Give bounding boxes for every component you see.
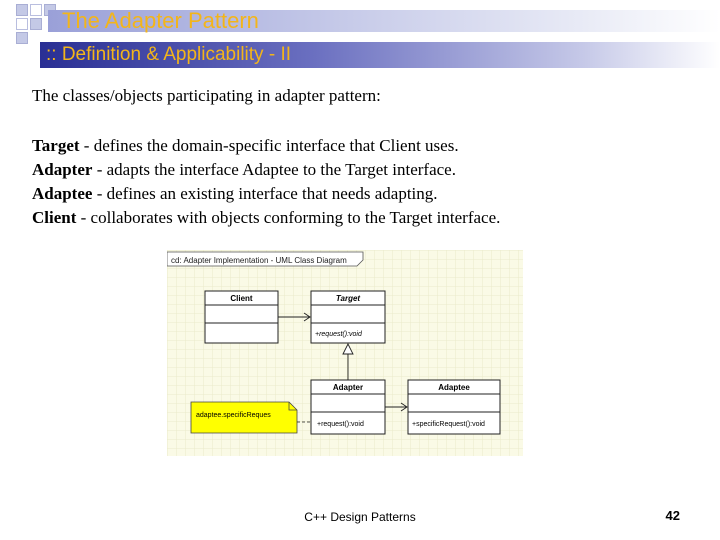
client-class xyxy=(205,291,278,343)
definition-term: Adaptee xyxy=(32,184,93,203)
definition-term: Target xyxy=(32,136,80,155)
page-number: 42 xyxy=(665,508,680,523)
slide-subtitle: :: Definition & Applicability - II xyxy=(46,44,291,65)
frame-label: cd: Adapter Implementation - UML Class Diagram xyxy=(171,256,347,265)
adaptee-operation: +specificRequest():void xyxy=(412,421,485,428)
definition-list xyxy=(32,134,500,230)
uml-class-diagram xyxy=(167,250,523,456)
definition-text: - collaborates with objects conforming to the Target interface. xyxy=(76,208,501,227)
definition-term: Client xyxy=(32,208,77,227)
definition-item xyxy=(32,182,500,206)
definition-item xyxy=(32,206,500,230)
adapter-operation: +request():void xyxy=(317,421,364,428)
definition-term: Adapter xyxy=(32,160,93,179)
implementation-note xyxy=(191,402,297,433)
adaptee-class xyxy=(408,380,500,434)
definition-text: - adapts the interface Adaptee to the Target interface. xyxy=(92,160,456,179)
target-class xyxy=(311,291,385,343)
definition-item xyxy=(32,134,500,158)
client-class-name: Client xyxy=(230,294,253,303)
adapter-class-name: Adapter xyxy=(332,383,364,392)
slide-title: The Adapter Pattern xyxy=(62,8,259,33)
intro-text: The classes/objects participating in adapter pattern: xyxy=(32,86,381,105)
definition-text: - defines an existing interface that needs adapting. xyxy=(92,184,438,203)
target-class-name: Target xyxy=(335,294,361,303)
adaptee-class-name: Adaptee xyxy=(438,383,470,392)
slide-footer: C++ Design Patterns xyxy=(304,510,416,524)
definition-text: - defines the domain-specific interface that Client uses. xyxy=(79,136,459,155)
adapter-class xyxy=(311,380,385,434)
note-text: adaptee.specificReques xyxy=(196,412,271,419)
definition-item xyxy=(32,158,500,182)
uml-diagram-svg xyxy=(167,250,523,456)
target-operation: +request():void xyxy=(315,331,362,338)
